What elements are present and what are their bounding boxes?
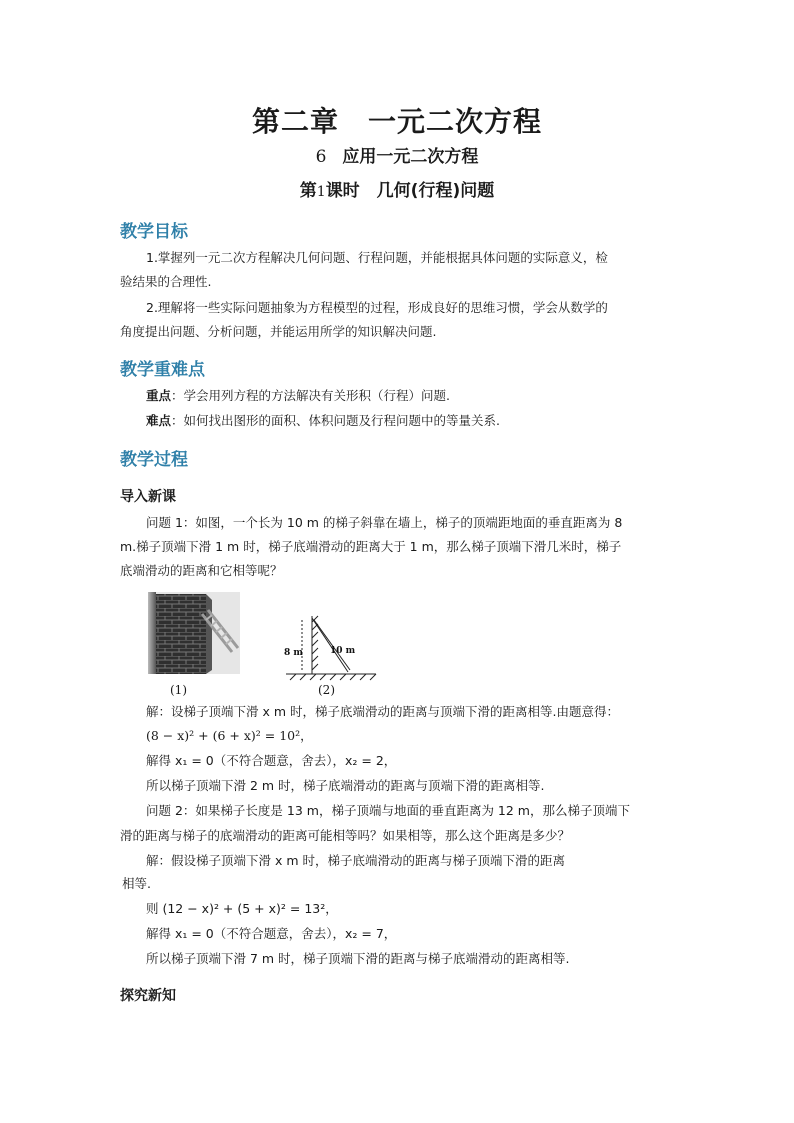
solution-1-line-4: 所以梯子顶端下滑 2 m 时，梯子底端滑动的距离与顶端下滑的距离相等.	[146, 778, 545, 793]
figure-1-caption: (1)	[170, 683, 187, 697]
solution-2-line-1: 解：假设梯子顶端下滑 x m 时，梯子底端滑动的距离与梯子顶端下滑的距离	[146, 853, 565, 868]
section-title: 应用一元二次方程	[342, 147, 479, 167]
chapter-title: 第二章 一元二次方程	[251, 105, 542, 138]
lesson-number: 1	[316, 184, 326, 200]
key-point-text: ：学会用列方程的方法解决有关形积（行程）问题.	[171, 388, 450, 403]
intro-heading: 导入新课	[120, 489, 176, 505]
question-2-line-1: 问题 2：如果梯子长度是 13 m，梯子顶端与地面的垂直距离为 12 m，那么梯子顶端下	[146, 803, 630, 818]
key-point-label: 重点	[146, 388, 172, 403]
label-8m: 8 m	[284, 648, 303, 658]
label-10m: 10 m	[330, 646, 356, 656]
key-point-line	[146, 388, 450, 404]
figure-2-caption: (2)	[318, 683, 335, 697]
difficulty-label: 难点	[146, 413, 172, 428]
difficulty-line	[146, 413, 500, 429]
difficulty-text: ：如何找出图形的面积、体积问题及行程问题中的等量关系.	[171, 413, 500, 428]
brick-wall-ladder-photo	[148, 592, 240, 674]
question-2-line-2: 滑的距离与梯子的底端滑动的距离可能相等吗？如果相等，那么这个距离是多少？	[120, 828, 571, 843]
solution-1-line-1: 解：设梯子顶端下滑 x m 时，梯子底端滑动的距离与顶端下滑的距离相等.由题意得：	[146, 704, 619, 719]
solution-1-equation: (8 − x)² + (6 + x)² = 10²，	[146, 728, 313, 743]
solution-1-line-3: 解得 x₁ = 0（不符合题意，舍去），x₂ = 2，	[146, 753, 397, 768]
question-1-line-3: 底端滑动的距离和它相等呢？	[120, 563, 283, 578]
section-number: 6	[315, 147, 327, 167]
goal-1-line-1: 1.掌握列一元二次方程解决几何问题、行程问题，并能根据具体问题的实际意义，检	[146, 250, 608, 265]
question-1-line-2: m.梯子顶端下滑 1 m 时，梯子底端滑动的距离大于 1 m，那么梯子顶端下滑几米时，梯子	[120, 539, 622, 554]
question-1-line-1: 问题 1：如图，一个长为 10 m 的梯子斜靠在墙上，梯子的顶端距地面的垂直距离为 8	[146, 515, 623, 530]
goal-2-line-2: 角度提出问题、分析问题，并能运用所学的知识解决问题.	[120, 324, 437, 339]
section-title-line	[0, 142, 794, 167]
solution-2-equation: 则 (12 − x)² + (5 + x)² = 13²，	[146, 901, 338, 916]
goal-2-line-1: 2.理解将一些实际问题抽象为方程模型的过程，形成良好的思维习惯，学会从数学的	[146, 300, 608, 315]
keypoints-heading: 教学重难点	[120, 360, 205, 380]
lesson-prefix: 第	[299, 181, 317, 201]
process-heading: 教学过程	[120, 450, 188, 470]
goal-1-line-2: 验结果的合理性.	[120, 274, 212, 289]
explore-heading: 探究新知	[120, 988, 176, 1004]
lesson-title-text: 课时 几何(行程)问题	[325, 181, 495, 201]
solution-2-line-2: 相等.	[122, 876, 151, 891]
lesson-title	[0, 176, 794, 201]
solution-2-line-4: 解得 x₁ = 0（不符合题意，舍去），x₂ = 7，	[146, 926, 397, 941]
solution-2-line-5: 所以梯子顶端下滑 7 m 时，梯子顶端下滑的距离与梯子底端滑动的距离相等.	[146, 951, 570, 966]
goals-heading: 教学目标	[120, 222, 188, 242]
ladder-diagram	[280, 612, 380, 684]
